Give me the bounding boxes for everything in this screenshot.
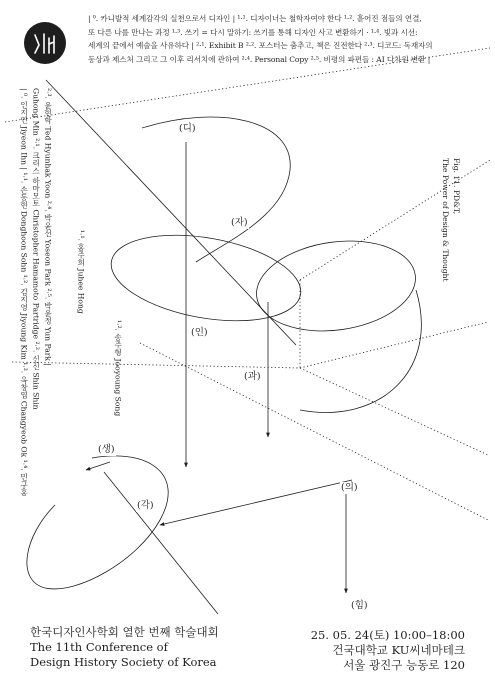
- logo-mark-icon: [24, 22, 66, 64]
- program-line-1: | ⁰. 카니발적 세계감각의 실천으로서 디자인 | ¹·¹. 디자이너는 철학자여야 한다 ¹·². 흩어진 점들의 연결,: [88, 14, 422, 23]
- event-title-en-2: Design History Society of Korea: [30, 655, 217, 669]
- figure-caption: [440, 158, 462, 282]
- label-gak: (각): [137, 500, 154, 511]
- speakers-column-3: ²·³. 윤현학 Ted Hyunhak Yoon ²·⁴. 박윤선 Yoseon Park ²·⁵. 박윤정 Yun Park |: [43, 88, 53, 366]
- label-gwa: (과): [244, 371, 261, 382]
- event-address: 서울 광진구 능동로 120: [343, 658, 465, 672]
- lower-ellipse: [27, 456, 168, 589]
- event-datetime: 25. 05. 24(토) 10:00–18:00: [310, 628, 465, 642]
- event-venue: 건국대학교 KU씨네마테크: [332, 643, 465, 657]
- arrow-ui: [160, 480, 352, 525]
- label-ui: (의): [341, 482, 358, 493]
- dotted-line-lower-right: [300, 322, 488, 368]
- event-title-kr: 한국디자인사학회 열한 번째 학술대회: [30, 625, 219, 639]
- speakers-column-1: | ⁰. 인지연 Jiyeon Ihn | ¹·¹. 손동현 Donghoon Sohn ¹·². 김지영 Jiyoung Kim ¹·³. 옥창엽 Changyeob Ok ¹·⁴. 민구홍: [19, 88, 29, 496]
- program-line-3: 세계의 끝에서 예술을 사유하다 | ²·¹. Exhibit B ²·². 포스터는 춤추고, 책은 진전한다 ²·³. 디코드: 독재자의: [88, 41, 433, 50]
- right-arc: [300, 290, 421, 412]
- label-di: (디): [179, 123, 196, 134]
- label-in: (인): [191, 327, 208, 338]
- dotted-line-middle: [12, 362, 300, 368]
- logo: [24, 22, 66, 64]
- event-title: [30, 625, 219, 670]
- program-list: [88, 12, 483, 66]
- figure-line-2: The Power of Design & Thought: [441, 158, 450, 282]
- event-details: [311, 628, 465, 673]
- figure-line-1: Fig. 11. PD&T,: [452, 158, 461, 215]
- arrow-saeng: [86, 462, 110, 470]
- label-ja: (자): [231, 217, 248, 228]
- label-him: (힘): [351, 600, 368, 611]
- speakers-extra-2: ¹·². 송주형 Jooyoung Song: [113, 320, 123, 417]
- dotted-line-right-diagonal: [300, 368, 488, 455]
- program-line-4: 동상과 제스처 그리고 그 이후 리서치에 관하여 ²·⁴. Personal Copy ²·⁵. 비평의 파편들 : AI 다차원 변환 |: [88, 54, 431, 64]
- event-title-en-1: The 11th Conference of: [30, 640, 168, 654]
- ellipse-in: [105, 222, 308, 334]
- dotted-line-lower: [140, 343, 488, 520]
- program-line-2: 또 다른 나를 만나는 과정 ¹·³. 쓰기 = 다시 말하기: 쓰기를 통해 디자인 사고 변환하기 · ¹·⁴. 빛과 시선:: [88, 27, 418, 37]
- speakers-extra-1: ¹·¹. 홍주희 Juhee Hong: [76, 230, 86, 314]
- upper-arc: [142, 117, 290, 262]
- label-saeng: (생): [98, 444, 115, 455]
- speakers-column-2: Guhong Min ²·¹. 크리스 하마모토 Christopher Hamamoto Partridge ²·². 신신 Shin Shin: [31, 88, 41, 410]
- diagonal-line-lower: [104, 472, 218, 614]
